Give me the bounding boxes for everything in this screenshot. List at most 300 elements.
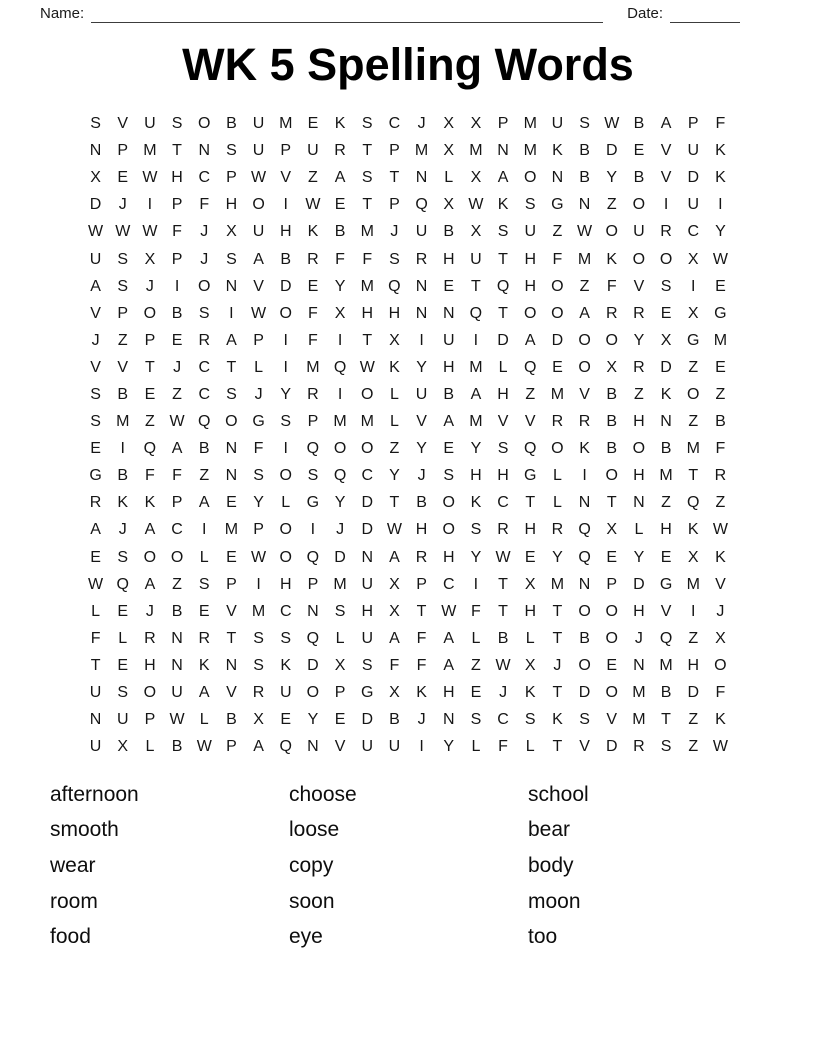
grid-letter-r12c7: G — [252, 413, 265, 431]
grid-letter-r2c22: V — [660, 142, 672, 160]
grid-letter-r9c11: T — [362, 331, 373, 349]
grid-letter-r7c10: Y — [334, 277, 346, 295]
grid-letter-r22c8: U — [279, 684, 292, 702]
grid-letter-r2c16: N — [497, 142, 509, 160]
grid-letter-r20c17: L — [525, 629, 535, 647]
grid-letter-r2c13: M — [414, 142, 429, 160]
grid-letter-r24c14: Y — [443, 738, 455, 756]
grid-letter-r18c7: I — [256, 575, 261, 593]
grid-letter-r9c20: O — [605, 331, 618, 349]
word-list-item: moon — [528, 889, 581, 913]
grid-letter-r17c23: X — [687, 548, 699, 566]
grid-letter-r2c17: M — [523, 142, 537, 160]
grid-letter-r15c9: G — [306, 494, 320, 512]
grid-letter-r11c10: I — [337, 385, 343, 403]
grid-letter-r8c17: O — [524, 304, 537, 322]
grid-letter-r20c16: B — [497, 629, 509, 647]
grid-letter-r7c24: E — [715, 277, 726, 295]
grid-letter-r20c8: S — [280, 629, 292, 647]
grid-letter-r16c21: L — [634, 521, 644, 539]
grid-letter-r21c6: N — [225, 656, 238, 674]
grid-letter-r9c21: Y — [633, 331, 645, 349]
grid-letter-r12c9: P — [307, 413, 319, 431]
grid-letter-r2c6: S — [226, 142, 237, 160]
grid-letter-r7c12: Q — [388, 277, 401, 295]
grid-letter-r6c7: A — [253, 250, 264, 268]
grid-letter-r16c18: R — [551, 521, 564, 539]
grid-letter-r9c10: I — [337, 331, 343, 349]
grid-letter-r19c13: T — [416, 602, 427, 620]
grid-letter-r7c23: I — [691, 277, 696, 295]
grid-letter-r4c18: G — [551, 196, 564, 214]
grid-letter-r8c24: G — [714, 304, 727, 322]
grid-letter-r7c2: S — [117, 277, 129, 295]
grid-letter-r14c4: F — [172, 467, 182, 485]
grid-letter-r3c15: X — [470, 169, 482, 187]
grid-letter-r21c5: K — [198, 656, 210, 674]
grid-letter-r21c2: E — [117, 656, 129, 674]
grid-letter-r13c4: A — [171, 440, 183, 458]
grid-letter-r12c22: N — [660, 413, 672, 431]
grid-letter-r9c18: D — [551, 331, 564, 349]
grid-letter-r20c12: A — [389, 629, 400, 647]
grid-letter-r13c8: I — [283, 440, 288, 458]
grid-letter-r10c19: O — [578, 358, 591, 376]
grid-letter-r24c8: Q — [279, 738, 292, 756]
grid-letter-r12c11: M — [360, 413, 374, 431]
grid-letter-r2c18: K — [552, 142, 563, 160]
grid-letter-r18c21: D — [633, 575, 645, 593]
grid-letter-r23c16: C — [497, 711, 509, 729]
grid-letter-r16c17: H — [524, 521, 537, 539]
grid-letter-r4c19: N — [578, 196, 591, 214]
grid-letter-r4c5: F — [199, 196, 210, 214]
grid-letter-r24c23: Z — [688, 738, 699, 756]
grid-letter-r20c20: O — [605, 629, 618, 647]
grid-letter-r19c11: H — [361, 602, 374, 620]
grid-letter-r20c9: Q — [306, 629, 320, 647]
grid-letter-r22c23: D — [687, 684, 700, 702]
grid-letter-r17c12: A — [389, 548, 400, 566]
grid-letter-r3c3: W — [142, 169, 158, 187]
grid-letter-r6c3: X — [144, 250, 156, 268]
grid-letter-r6c10: F — [335, 250, 345, 268]
grid-letter-r22c9: O — [306, 684, 320, 702]
grid-letter-r9c1: J — [91, 331, 100, 349]
grid-letter-r7c9: E — [307, 277, 319, 295]
grid-letter-r7c13: N — [415, 277, 428, 295]
grid-letter-r11c14: B — [443, 385, 455, 403]
grid-letter-r13c23: M — [686, 440, 700, 458]
grid-letter-r14c5: Z — [199, 467, 210, 485]
grid-letter-r14c6: N — [225, 467, 238, 485]
grid-letter-r24c24: W — [712, 738, 728, 756]
grid-letter-r5c10: B — [334, 223, 346, 241]
grid-letter-r22c3: O — [143, 684, 157, 702]
grid-letter-r23c23: Z — [688, 711, 699, 729]
grid-letter-r3c24: K — [715, 169, 726, 187]
grid-letter-r6c6: S — [226, 250, 237, 268]
grid-letter-r12c14: A — [443, 413, 455, 431]
grid-letter-r12c21: H — [633, 413, 645, 431]
grid-letter-r2c15: M — [469, 142, 483, 160]
grid-letter-r5c11: M — [360, 223, 374, 241]
grid-letter-r19c23: I — [691, 602, 696, 620]
grid-letter-r16c6: M — [224, 521, 239, 539]
grid-letter-r5c1: W — [88, 223, 104, 241]
grid-letter-r22c20: O — [605, 684, 618, 702]
word-list-item: smooth — [50, 818, 119, 842]
grid-letter-r6c19: M — [577, 250, 592, 268]
grid-letter-r14c17: G — [524, 467, 537, 485]
grid-letter-r2c20: D — [605, 142, 618, 160]
grid-letter-r18c12: X — [389, 575, 400, 593]
grid-letter-r8c2: P — [117, 304, 129, 322]
grid-letter-r22c24: F — [715, 684, 726, 702]
grid-letter-r18c5: S — [198, 575, 210, 593]
grid-letter-r23c5: L — [199, 711, 209, 729]
grid-letter-r6c22: O — [659, 250, 673, 268]
grid-letter-r4c6: H — [225, 196, 238, 214]
grid-letter-r7c1: A — [90, 277, 101, 295]
grid-letter-r4c13: Q — [415, 196, 428, 214]
grid-letter-r11c18: M — [550, 385, 565, 403]
grid-letter-r14c23: T — [688, 467, 699, 485]
grid-letter-r8c20: R — [605, 304, 618, 322]
grid-letter-r13c11: O — [361, 440, 374, 458]
grid-letter-r5c2: W — [115, 223, 131, 241]
grid-letter-r12c12: L — [389, 413, 399, 431]
word-list-column-2 — [289, 777, 528, 955]
grid-letter-r14c19: I — [582, 467, 587, 485]
grid-letter-r3c18: N — [551, 169, 564, 187]
grid-letter-r9c4: E — [171, 331, 183, 349]
grid-letter-r1c13: J — [417, 115, 426, 133]
grid-letter-r1c24: F — [715, 115, 726, 133]
grid-letter-r19c2: E — [117, 602, 129, 620]
grid-letter-r24c12: U — [388, 738, 401, 756]
grid-letter-r14c13: J — [417, 467, 426, 485]
grid-letter-r17c14: H — [442, 548, 455, 566]
grid-letter-r3c10: A — [334, 169, 346, 187]
grid-letter-r19c6: V — [226, 602, 237, 620]
grid-letter-r13c17: Q — [524, 440, 537, 458]
grid-letter-r8c4: B — [171, 304, 183, 322]
grid-letter-r19c16: T — [498, 602, 508, 620]
grid-letter-r24c15: L — [471, 738, 481, 756]
grid-letter-r19c19: O — [578, 602, 591, 620]
grid-letter-r1c7: U — [252, 115, 265, 133]
grid-letter-r3c2: E — [117, 169, 129, 187]
grid-letter-r6c23: X — [687, 250, 699, 268]
grid-letter-r3c1: X — [90, 169, 101, 187]
grid-letter-r24c18: T — [552, 738, 563, 756]
grid-letter-r3c16: A — [497, 169, 509, 187]
grid-letter-r17c7: W — [251, 548, 267, 566]
grid-letter-r16c9: I — [310, 521, 316, 539]
grid-letter-r23c15: S — [470, 711, 482, 729]
grid-letter-r23c8: E — [280, 711, 292, 729]
grid-letter-r15c24: Z — [715, 494, 726, 512]
grid-letter-r19c7: M — [251, 602, 266, 620]
grid-letter-r8c1: V — [90, 304, 101, 322]
grid-letter-r8c14: N — [442, 304, 455, 322]
grid-letter-r20c15: L — [471, 629, 481, 647]
grid-letter-r4c14: X — [443, 196, 455, 214]
grid-letter-r10c17: Q — [524, 358, 537, 376]
grid-letter-r11c23: O — [687, 385, 700, 403]
grid-letter-r23c10: E — [334, 711, 346, 729]
grid-letter-r14c2: B — [117, 467, 129, 485]
grid-letter-r18c2: Q — [116, 575, 129, 593]
grid-letter-r23c1: N — [89, 711, 102, 729]
grid-letter-r3c7: W — [251, 169, 267, 187]
grid-letter-r12c8: S — [280, 413, 292, 431]
grid-letter-r18c10: M — [333, 575, 347, 593]
grid-letter-r3c6: P — [226, 169, 237, 187]
grid-letter-r13c3: Q — [143, 440, 157, 458]
grid-letter-r10c3: T — [145, 358, 155, 376]
grid-letter-r11c13: U — [415, 385, 428, 403]
grid-letter-r14c18: L — [552, 467, 562, 485]
grid-letter-r18c19: N — [578, 575, 591, 593]
grid-letter-r8c18: O — [551, 304, 564, 322]
grid-letter-r23c21: M — [632, 711, 646, 729]
grid-letter-r15c14: O — [442, 494, 455, 512]
grid-letter-r15c11: D — [361, 494, 374, 512]
grid-letter-r1c6: B — [226, 115, 237, 133]
grid-letter-r10c23: Z — [688, 358, 699, 376]
grid-letter-r2c12: P — [389, 142, 400, 160]
grid-letter-r16c7: P — [253, 521, 264, 539]
grid-letter-r4c8: I — [283, 196, 288, 214]
grid-letter-r7c5: O — [198, 277, 211, 295]
grid-letter-r5c19: W — [577, 223, 593, 241]
grid-letter-r11c4: Z — [172, 385, 182, 403]
grid-letter-r17c20: E — [606, 548, 618, 566]
grid-letter-r7c14: E — [443, 277, 455, 295]
grid-letter-r5c20: O — [605, 223, 618, 241]
grid-letter-r6c16: T — [498, 250, 508, 268]
grid-letter-r22c22: B — [660, 684, 672, 702]
grid-letter-r21c19: O — [578, 656, 591, 674]
grid-letter-r24c3: L — [145, 738, 155, 756]
grid-letter-r15c6: E — [226, 494, 237, 512]
grid-letter-r12c17: V — [524, 413, 536, 431]
grid-letter-r13c12: Z — [389, 440, 400, 458]
grid-letter-r17c21: Y — [633, 548, 645, 566]
grid-letter-r24c9: N — [307, 738, 319, 756]
grid-letter-r12c10: M — [333, 413, 347, 431]
grid-letter-r17c24: K — [715, 548, 726, 566]
word-list-item: bear — [528, 818, 571, 842]
grid-letter-r8c5: S — [198, 304, 210, 322]
grid-letter-r6c12: S — [389, 250, 400, 268]
grid-letter-r10c7: L — [254, 358, 264, 376]
grid-letter-r8c12: H — [388, 304, 401, 322]
grid-letter-r11c8: Y — [280, 385, 292, 403]
grid-letter-r10c18: E — [552, 358, 563, 376]
grid-letter-r12c5: Q — [198, 413, 211, 431]
grid-letter-r4c15: W — [468, 196, 484, 214]
grid-letter-r15c13: B — [416, 494, 427, 512]
grid-letter-r21c18: J — [553, 656, 562, 674]
grid-letter-r14c22: M — [659, 467, 673, 485]
grid-letter-r5c24: Y — [715, 223, 726, 241]
grid-letter-r1c4: S — [171, 115, 183, 133]
grid-letter-r1c10: K — [334, 115, 346, 133]
grid-letter-r21c7: S — [253, 656, 264, 674]
grid-letter-r12c15: M — [469, 413, 483, 431]
word-list-item: eye — [289, 925, 323, 949]
grid-letter-r8c11: H — [361, 304, 374, 322]
grid-letter-r3c20: Y — [606, 169, 618, 187]
grid-letter-r5c5: J — [200, 223, 209, 241]
grid-letter-r2c19: B — [579, 142, 590, 160]
grid-letter-r15c18: L — [552, 494, 562, 512]
grid-letter-r8c21: R — [633, 304, 645, 322]
grid-letter-r23c24: K — [715, 711, 726, 729]
word-list-item: copy — [289, 853, 334, 877]
grid-letter-r17c18: Y — [552, 548, 563, 566]
grid-letter-r10c5: C — [198, 358, 211, 376]
grid-letter-r9c16: D — [497, 331, 509, 349]
grid-letter-r21c4: N — [171, 656, 183, 674]
word-list-item: food — [50, 925, 91, 949]
grid-letter-r2c23: U — [687, 142, 700, 160]
grid-letter-r12c24: B — [715, 413, 726, 431]
grid-letter-r22c4: U — [171, 684, 183, 702]
word-search-grid — [82, 111, 734, 761]
grid-letter-r18c13: P — [416, 575, 427, 593]
grid-letter-r2c1: N — [89, 142, 102, 160]
grid-letter-r2c14: X — [443, 142, 455, 160]
grid-letter-r7c11: M — [360, 277, 374, 295]
grid-letter-r2c8: P — [280, 142, 292, 160]
word-list-item: too — [528, 925, 558, 949]
grid-letter-r17c4: O — [170, 548, 184, 566]
grid-letter-r1c14: X — [443, 115, 455, 133]
word-list-item: room — [50, 889, 98, 913]
word-list-item: choose — [289, 782, 357, 806]
grid-letter-r13c22: B — [660, 440, 672, 458]
grid-letter-r12c23: Z — [688, 413, 699, 431]
grid-letter-r3c5: C — [198, 169, 211, 187]
grid-letter-r11c19: V — [579, 385, 590, 403]
grid-letter-r9c3: P — [144, 331, 156, 349]
grid-letter-r15c7: Y — [253, 494, 264, 512]
grid-letter-r22c5: A — [198, 684, 210, 702]
grid-letter-r6c14: H — [442, 250, 455, 268]
grid-letter-r7c3: J — [145, 277, 154, 295]
grid-letter-r16c15: S — [470, 521, 482, 539]
grid-letter-r19c8: C — [279, 602, 292, 620]
grid-letter-r9c14: U — [442, 331, 455, 349]
word-list-item: loose — [289, 818, 340, 842]
grid-letter-r15c8: L — [281, 494, 291, 512]
grid-letter-r9c13: I — [419, 331, 424, 349]
grid-letter-r4c2: J — [118, 196, 127, 214]
word-list-item: school — [528, 782, 589, 806]
grid-letter-r14c1: G — [89, 467, 102, 485]
grid-letter-r22c15: E — [470, 684, 482, 702]
grid-letter-r16c5: I — [202, 521, 207, 539]
word-list-item: soon — [289, 889, 335, 913]
grid-letter-r3c14: L — [444, 169, 454, 187]
grid-letter-r11c17: Z — [525, 385, 536, 403]
grid-letter-r4c3: I — [147, 196, 153, 214]
grid-letter-r1c15: X — [470, 115, 482, 133]
grid-letter-r24c10: V — [334, 738, 346, 756]
grid-letter-r16c8: O — [279, 521, 292, 539]
grid-letter-r5c16: S — [497, 223, 509, 241]
grid-letter-r7c20: F — [606, 277, 617, 295]
grid-letter-r4c10: E — [334, 196, 346, 214]
grid-letter-r15c19: N — [578, 494, 591, 512]
date-label: Date: — [627, 5, 663, 22]
grid-letter-r11c11: O — [361, 385, 374, 403]
grid-letter-r22c7: R — [252, 684, 265, 702]
grid-letter-r1c18: U — [551, 115, 564, 133]
grid-letter-r9c5: R — [198, 331, 211, 349]
grid-letter-r7c17: H — [524, 277, 537, 295]
grid-letter-r21c21: N — [633, 656, 645, 674]
grid-letter-r7c15: T — [471, 277, 481, 295]
grid-letter-r20c24: X — [715, 629, 726, 647]
grid-letter-r14c15: H — [470, 467, 482, 485]
grid-letter-r17c2: S — [117, 548, 129, 566]
grid-letter-r7c22: S — [660, 277, 672, 295]
date-blank-line — [670, 7, 740, 23]
grid-letter-r16c23: K — [687, 521, 699, 539]
grid-letter-r21c14: A — [443, 656, 455, 674]
grid-letter-r13c6: N — [225, 440, 238, 458]
grid-letter-r23c22: T — [661, 711, 671, 729]
grid-letter-r11c21: Z — [634, 385, 644, 403]
word-list-item: body — [528, 853, 574, 877]
grid-letter-r16c19: Q — [578, 521, 591, 539]
grid-letter-r23c18: K — [552, 711, 563, 729]
grid-letter-r13c7: F — [253, 440, 264, 458]
grid-letter-r21c3: H — [144, 656, 156, 674]
grid-letter-r4c20: Z — [606, 196, 617, 214]
puzzle-title: WK 5 Spelling Words — [182, 39, 634, 90]
grid-letter-r18c23: M — [686, 575, 700, 593]
grid-letter-r22c1: U — [89, 684, 102, 702]
grid-letter-r6c4: P — [171, 250, 183, 268]
grid-letter-r17c9: Q — [306, 548, 320, 566]
grid-letter-r22c10: P — [334, 684, 346, 702]
grid-letter-r1c11: S — [361, 115, 373, 133]
grid-letter-r12c13: V — [416, 413, 427, 431]
grid-letter-r18c17: X — [524, 575, 536, 593]
grid-letter-r5c7: U — [252, 223, 265, 241]
grid-letter-r19c4: B — [171, 602, 183, 620]
grid-letter-r19c18: T — [552, 602, 563, 620]
grid-letter-r5c18: Z — [552, 223, 563, 241]
grid-letter-r13c1: E — [90, 440, 101, 458]
grid-letter-r23c11: D — [361, 711, 374, 729]
grid-letter-r10c12: K — [389, 358, 400, 376]
grid-letter-r5c8: H — [279, 223, 292, 241]
grid-letter-r12c3: Z — [145, 413, 155, 431]
grid-letter-r10c9: M — [306, 358, 320, 376]
grid-letter-r17c19: Q — [578, 548, 591, 566]
grid-letter-r17c8: O — [279, 548, 292, 566]
grid-letter-r7c4: I — [174, 277, 180, 295]
grid-letter-r1c9: E — [307, 115, 319, 133]
grid-letter-r9c17: A — [524, 331, 536, 349]
